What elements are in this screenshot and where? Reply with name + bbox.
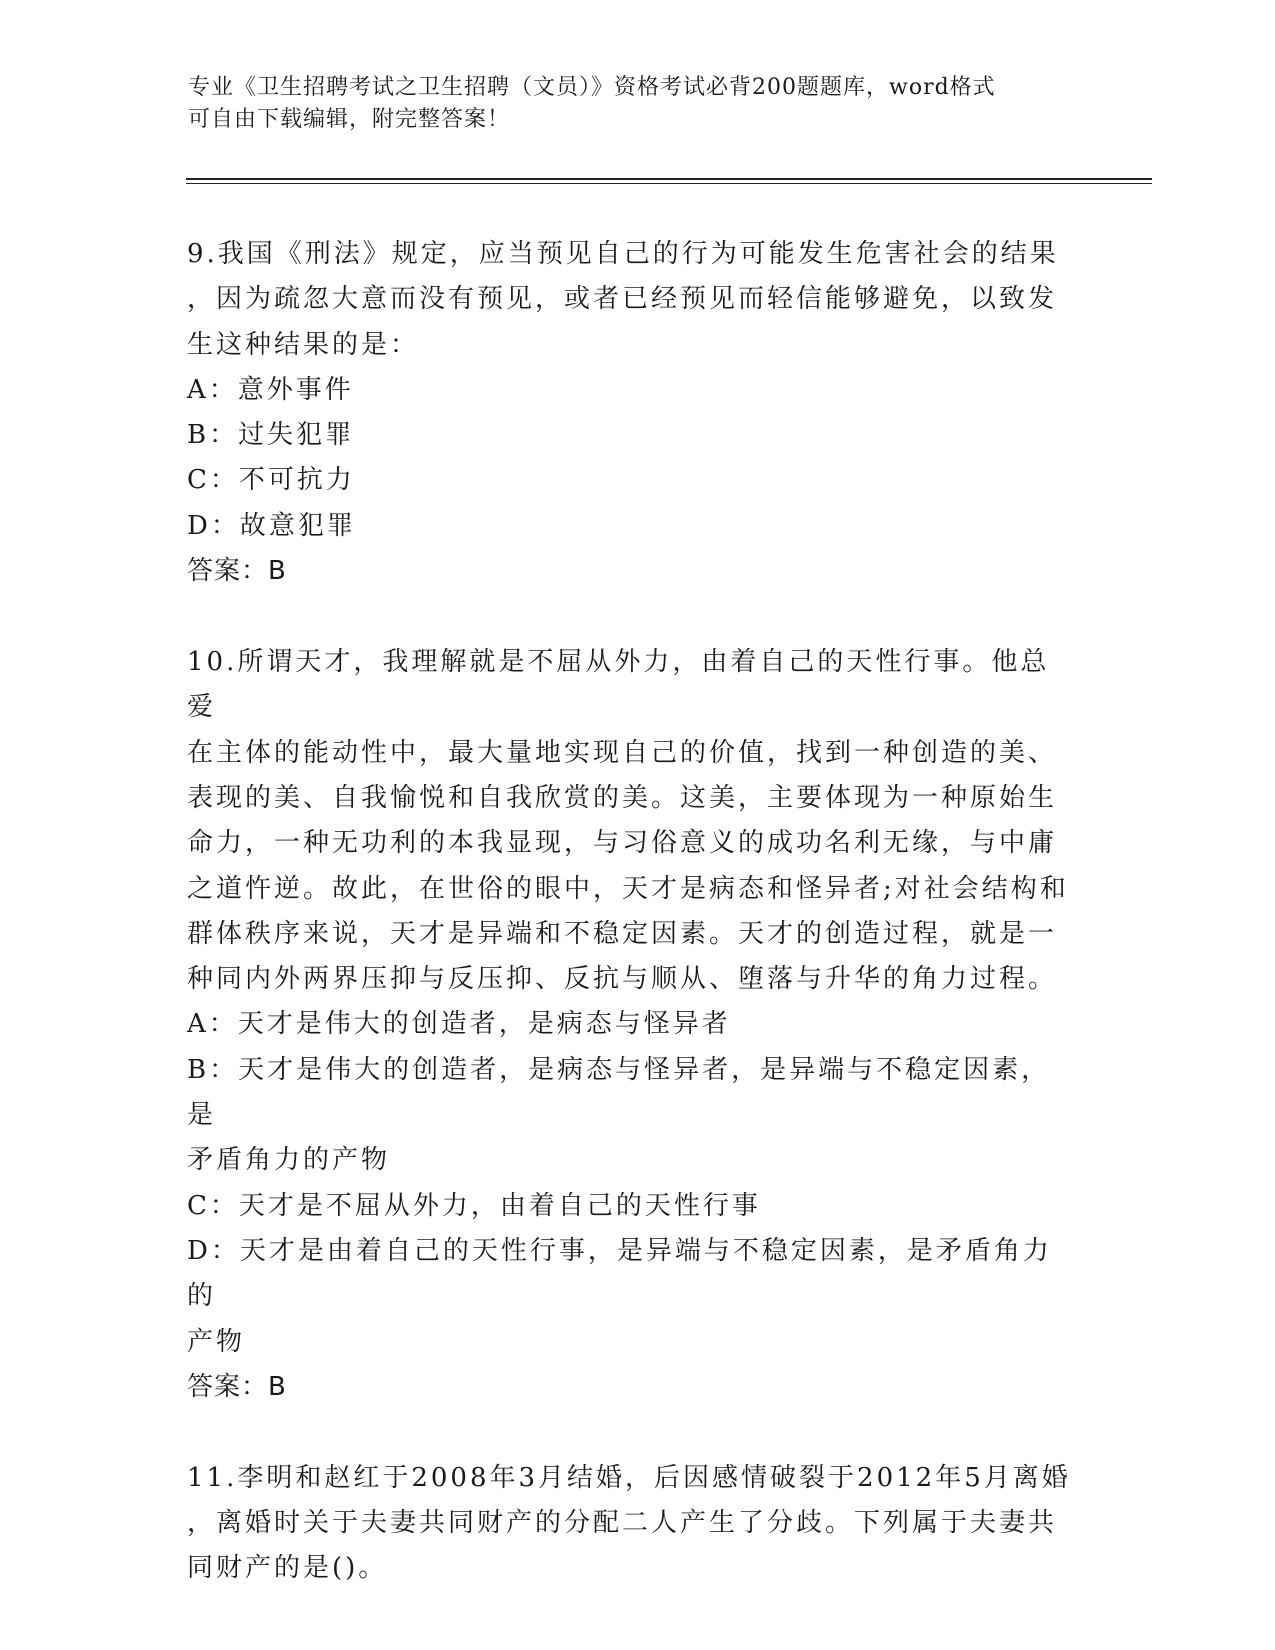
answer-option-line: C：天才是不屈从外力，由着自己的天性行事 (187, 1190, 761, 1221)
answer-option-line: D：故意犯罪 (187, 510, 356, 541)
question-stem-line: 11.李明和赵红于2008年3月结婚，后因感情破裂于2012年5月离婚 (187, 1462, 1071, 1493)
answer-option-line: A：意外事件 (187, 374, 354, 405)
question-stem-line: 生这种结果的是： (187, 329, 420, 360)
question-block (187, 232, 1077, 594)
answer-option-line: D：天才是由着自己的天性行事，是异端与不稳定因素，是矛盾角力的 (187, 1235, 1052, 1312)
header-divider-thin (186, 183, 1152, 184)
answer-key: 答案：B (187, 1371, 287, 1402)
header-line-1: 专业《卫生招聘考试之卫生招聘（文员）》资格考试必背200题题库，word格式 (188, 75, 996, 100)
question-stem-line: 同财产的是()。 (187, 1553, 388, 1584)
header-divider-thick (186, 178, 1152, 180)
question-list (187, 232, 1077, 1592)
question-stem-line: 群体秩序来说，天才是异端和不稳定因素。天才的创造过程，就是一 (187, 918, 1058, 949)
question-block (187, 640, 1077, 1410)
answer-option-line: C：不可抗力 (187, 465, 355, 496)
question-stem-line: 种同内外两界压抑与反压抑、反抗与顺从、堕落与升华的角力过程。 (187, 964, 1058, 995)
question-block (187, 1456, 1077, 1592)
question-stem-line: 表现的美、自我愉悦和自我欣赏的美。这美，主要体现为一种原始生 (187, 782, 1058, 813)
question-stem-line: 命力，一种无功利的本我显现，与习俗意义的成功名利无缘，与中庸 (187, 828, 1058, 859)
answer-option-line: A：天才是伟大的创造者，是病态与怪异者 (187, 1009, 731, 1040)
answer-option-line: 矛盾角力的产物 (187, 1145, 391, 1176)
question-stem-line: ，离婚时关于夫妻共同财产的分配二人产生了分歧。下列属于夫妻共 (187, 1508, 1058, 1539)
question-stem-line: 10.所谓天才，我理解就是不屈从外力，由着自己的天性行事。他总爱 (187, 647, 1050, 723)
answer-option-line: B：过失犯罪 (187, 420, 355, 451)
question-stem-line: ，因为疏忽大意而没有预见，或者已经预见而轻信能够避免，以致发 (187, 284, 1058, 315)
question-stem-line: 之道忤逆。故此，在世俗的眼中，天才是病态和怪异者;对社会结构和 (187, 873, 1069, 904)
header-line-2: 可自由下载编辑，附完整答案！ (188, 107, 511, 132)
question-stem-line: 在主体的能动性中，最大量地实现自己的价值，找到一种创造的美、 (187, 737, 1058, 768)
answer-option-line: B：天才是伟大的创造者，是病态与怪异者，是异端与不稳定因素，是 (187, 1054, 1051, 1131)
document-header (188, 72, 1068, 136)
answer-option-line: 产物 (187, 1326, 246, 1357)
answer-key: 答案：B (187, 556, 287, 587)
question-stem-line: 9.我国《刑法》规定，应当预见自己的行为可能发生危害社会的结果 (187, 239, 1059, 269)
